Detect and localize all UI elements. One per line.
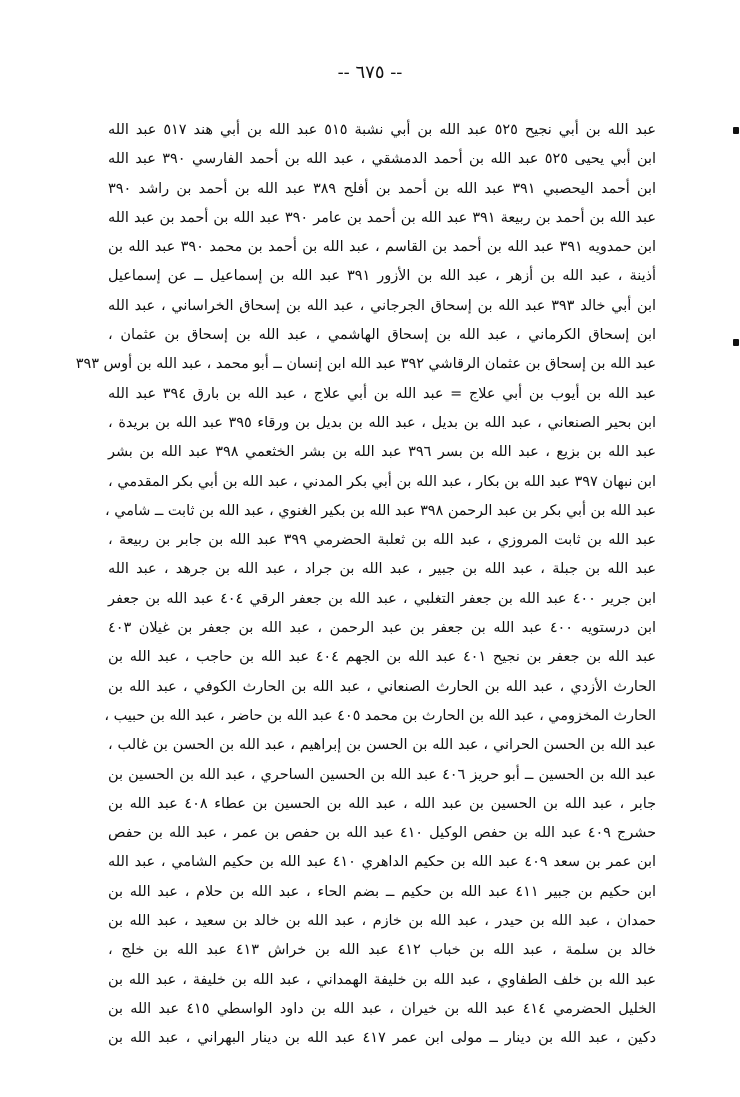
text-line-11: ابن بحير الصنعاني ، عبد الله بن بديل ، عبد الله بن بديل بن ورقاء ٣٩٥ عبد الله بن بريدة ، xyxy=(108,414,656,431)
text-line-9: عبد الله بن إسحاق بن عثمان الرقاشي ٣٩٢ عبد الله ابن إنسان ــ أبو محمد ، عبد الله بن أوس ٣٩٣ xyxy=(75,356,656,373)
text-line-2: ابن أبي يحيى ٥٢٥ عبد الله بن أحمد الدمشقي ، عبد الله بن أحمد الفارسي ٣٩٠ عبد الله xyxy=(108,151,656,168)
text-line-5: ابن حمدويه ٣٩١ عبد الله بن أحمد بن القاسم ، عبد الله بن أحمد بن محمد ٣٩٠ عبد الله بن xyxy=(108,239,657,256)
text-line-22: عبد الله بن الحسن الحراني ، عبد الله بن الحسن بن إبراهيم ، عبد الله بن الحسن بن غالب ، xyxy=(108,737,656,754)
text-line-25: حشرج ٤٠٩ عبد الله بن حفص الوكيل ٤١٠ عبد الله بن حفص بن عمر ، عبد الله بن حفص xyxy=(108,825,656,842)
index-text-block xyxy=(75,116,657,1054)
text-line-8: ابن إسحاق الكرماني ، عبد الله بن إسحاق الهاشمي ، عبد الله بن إسحاق بن عثمان ، xyxy=(108,327,656,344)
text-line-7: ابن أبي خالد ٣٩٣ عبد الله بن إسحاق الجرجاني ، عبد الله بن إسحاق الخراساني ، عبد الله xyxy=(108,297,656,314)
text-line-6: أذينة ، عبد الله بن أزهر ، عبد الله بن الأزور ٣٩١ عبد الله بن إسماعيل ــ عن إسماعيل xyxy=(108,268,656,285)
text-line-28: حمدان ، عبد الله بن حيدر ، عبد الله بن خازم ، عبد الله بن خالد بن سعيد ، عبد الله بن xyxy=(108,913,656,930)
text-line-30: عبد الله بن خلف الطفاوي ، عبد الله بن خليفة الهمداني ، عبد الله بن خليفة ، عبد الله بن xyxy=(108,971,656,988)
text-line-21: الحارث المخزومي ، عبد الله بن الحارث بن محمد ٤٠٥ عبد الله بن حاضر ، عبد الله بن حبيب ، xyxy=(104,707,656,724)
text-line-3: ابن أحمد اليحصبي ٣٩١ عبد الله بن أحمد بن أفلح ٣٨٩ عبد الله بن أحمد بن راشد ٣٩٠ xyxy=(108,180,657,197)
margin-binding-mark-bottom xyxy=(733,339,739,346)
text-line-16: عبد الله بن جبلة ، عبد الله بن جبير ، عبد الله بن جراد ، عبد الله بن جرهد ، عبد الله xyxy=(108,561,656,578)
text-line-20: الحارث الأزدي ، عبد الله بن الحارث الصنعاني ، عبد الله بن الحارث الكوفي ، عبد الله بن xyxy=(108,678,656,695)
text-line-19: عبد الله بن جعفر بن نجيح ٤٠١ عبد الله بن الجهم ٤٠٤ عبد الله بن حاجب ، عبد الله بن xyxy=(108,649,656,666)
text-line-17: ابن جرير ٤٠٠ عبد الله بن جعفر التغلبي ، عبد الله بن جعفر الرقي ٤٠٤ عبد الله بن جعفر xyxy=(108,590,656,607)
text-line-26: ابن عمر بن سعد ٤٠٩ عبد الله بن حكيم الداهري ٤١٠ عبد الله بن حكيم الشامي ، عبد الله xyxy=(108,854,656,871)
text-line-29: خالد بن سلمة ، عبد الله بن خباب ٤١٢ عبد الله بن خراش ٤١٣ عبد الله بن خلج ، xyxy=(108,942,657,959)
text-line-1: عبد الله بن أبي نجيح ٥٢٥ عبد الله بن أبي نشبة ٥١٥ عبد الله بن أبي هند ٥١٧ عبد الله xyxy=(108,122,657,138)
text-line-4: عبد الله بن أحمد بن ربيعة ٣٩١ عبد الله بن أحمد بن عامر ٣٩٠ عبد الله بن أحمد بن عبد الله xyxy=(108,209,656,226)
text-line-24: جابر ، عبد الله بن الحسين بن عبد الله ، عبد الله بن الحسين بن عطاء ٤٠٨ عبد الله بن xyxy=(108,795,656,812)
text-line-12: عبد الله بن بزيع ، عبد الله بن بسر ٣٩٦ عبد الله بن بشر الخثعمي ٣٩٨ عبد الله بن بشر xyxy=(108,444,656,461)
text-line-32: دكين ، عبد الله بن دينار ــ مولى ابن عمر ٤١٧ عبد الله بن دينار البهراني ، عبد الله بن xyxy=(108,1030,656,1047)
text-line-10: عبد الله بن أيوب بن أبي علاج = عبد الله بن أبي علاج ، عبد الله بن بارق ٣٩٤ عبد الله xyxy=(108,385,656,402)
page-number: -- ٦٧٥ -- xyxy=(337,62,403,83)
margin-binding-mark-top xyxy=(733,127,739,134)
text-line-14: عبد الله بن أبي بكر بن عبد الرحمن ٣٩٨ عبد الله بن بكير الغنوي ، عبد الله بن ثابت ــ شامي ، xyxy=(104,502,656,519)
text-line-18: ابن درستويه ٤٠٠ عبد الله بن جعفر بن عبد الرحمن ، عبد الله بن جعفر بن غيلان ٤٠٣ xyxy=(108,620,656,637)
text-line-31: الخليل الحضرمي ٤١٤ عبد الله بن خيران ، عبد الله بن داود الواسطي ٤١٥ عبد الله بن xyxy=(108,1000,656,1017)
text-line-23: عبد الله بن الحسين ــ أبو حريز ٤٠٦ عبد الله بن الحسين الساحري ، عبد الله بن الحسين بن xyxy=(108,766,656,783)
text-line-15: عبد الله بن ثابت المروزي ، عبد الله بن ثعلبة الحضرمي ٣٩٩ عبد الله بن جابر بن ربيعة ، xyxy=(108,532,656,549)
text-line-13: ابن نبهان ٣٩٧ عبد الله بن بكار ، عبد الله بن أبي بكر المدني ، عبد الله بن أبي بكر المقدمي ، xyxy=(108,473,656,490)
text-line-27: ابن حكيم بن جبير ٤١١ عبد الله بن حكيم ــ بضم الحاء ، عبد الله بن حلام ، عبد الله بن xyxy=(108,883,656,900)
